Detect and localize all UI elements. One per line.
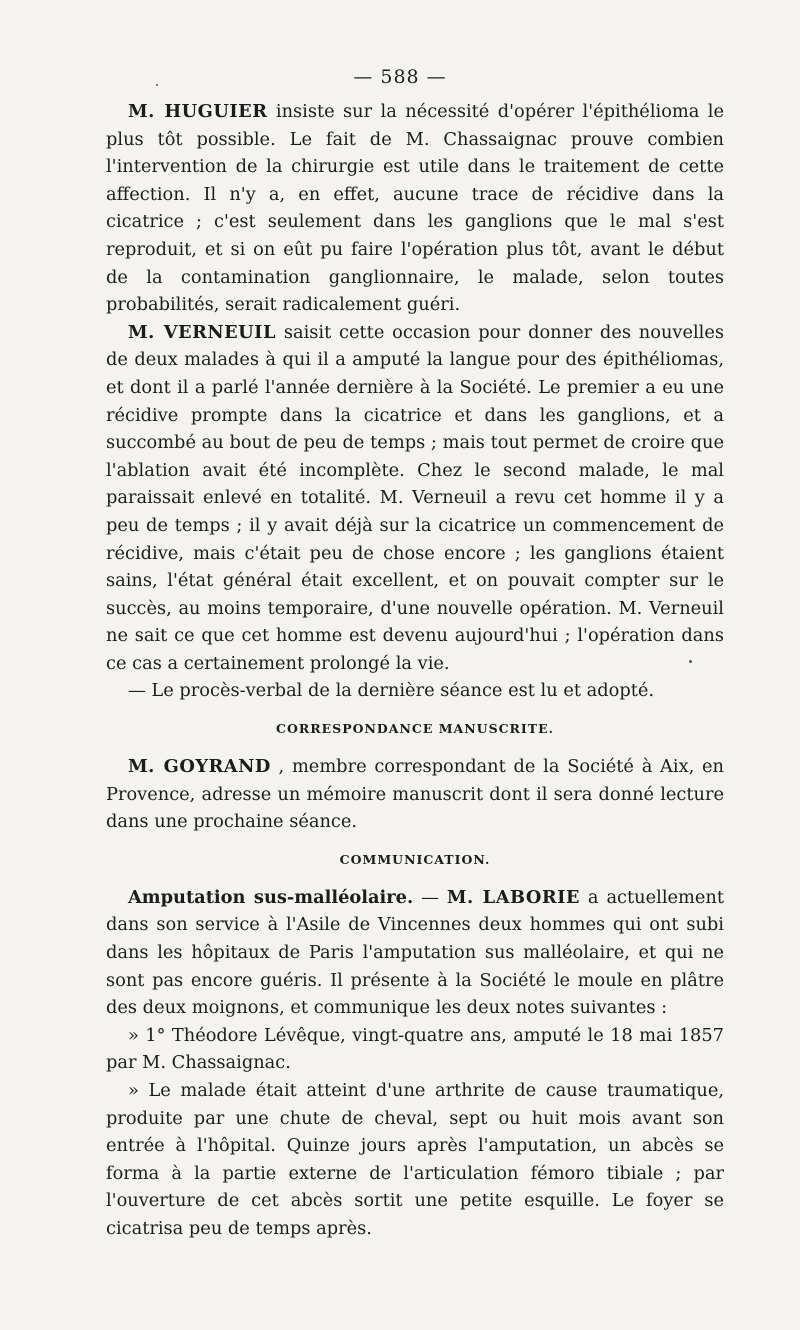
heading-correspondance: CORRESPONDANCE MANUSCRITE.: [276, 721, 554, 737]
runin-dash: —: [413, 886, 447, 908]
print-speck: [156, 84, 158, 86]
speaker-goyrand: M. GOYRAND: [128, 756, 271, 778]
heading-communication: COMMUNICATION.: [339, 851, 491, 867]
paragraph-minutes: — Le procès-verbal de la dernière séance est lu et adopté.: [128, 680, 655, 702]
runin-title-amputation: Amputation sus-malléolaire.: [128, 886, 414, 908]
page-number: — 588 —: [353, 66, 447, 88]
paragraph-huguier-text: insiste sur la nécessité d'opérer l'épithélioma le plus tôt possible. Le fait de M. Chassaignac prouve combien l'intervention de la chirurgie est utile dans le traitement de cette affection. Il n'y a, en effet, aucune trace de récidive dans la cicatrice ; c'est seulement dans les ganglions que le mal s'est reproduit, et si on eût pu faire l'opération plus tôt, avant le début de la contamination ganglionnaire, le malade, selon toutes probabilités, serait radicalement guéri.: [106, 101, 724, 316]
speaker-huguier: M. HUGUIER: [128, 101, 268, 122]
paragraph-goyrand: [106, 753, 724, 836]
paragraph-goyrand-text: , membre correspondant de la Société à Aix, en Provence, adresse un mémoire manuscrit dont il sera donné lecture dans une prochaine séance.: [106, 756, 724, 833]
paragraph-verneuil: [106, 319, 724, 678]
paragraph-laborie-text: a actuellement dans son service à l'Asile de Vincennes deux hommes qui ont subi dans les hôpitaux de Paris l'amputation sus malléolaire, et qui ne sont pas encore guéris. Il présente à la Société le moule en plâtre des deux moignons, et communique les deux notes suivantes :: [106, 886, 725, 1019]
paragraph-laborie: [106, 884, 724, 1022]
page-body: [106, 98, 724, 1243]
print-speck: [689, 660, 692, 663]
paragraph-note-2: » Le malade était atteint d'une arthrite de cause traumatique, produite par une chute de cheval, sept ou huit mois avant son entrée à l'hôpital. Quinze jours après l'amputation, un abcès se forma à la partie externe de l'articulation fémoro tibiale ; par l'ouverture de cet abcès sortit une petite esquille. Le foyer se cicatrisa peu de temps après.: [106, 1080, 724, 1239]
paragraph-huguier: [106, 98, 724, 319]
paragraph-verneuil-text: saisit cette occasion pour donner des nouvelles de deux malades à qui il a amputé la langue pour des épithéliomas, et dont il a parlé l'année dernière à la Société. Le premier a eu une récidive prompte dans la cicatrice et dans les ganglions, et a succombé au bout de peu de temps ; mais tout permet de croire que l'ablation avait été incomplète. Chez le second malade, le mal paraissait enlevé en totalité. M. Verneuil a revu cet homme il y a peu de temps ; il y avait déjà sur la cicatrice un commencement de récidive, mais c'était peu de chose encore ; les ganglions étaient sains, l'état général était excellent, et on pouvait compter sur le succès, au moins temporaire, d'une nouvelle opération. M. Verneuil ne sait ce que cet homme est devenu aujourd'hui ; l'opération dans ce cas a certainement prolongé la vie.: [106, 321, 724, 674]
speaker-laborie: M. LABORIE: [446, 886, 580, 908]
speaker-verneuil: M. VERNEUIL: [128, 321, 277, 343]
paragraph-note-1: » 1° Théodore Lévêque, vingt-quatre ans, amputé le 18 mai 1857 par M. Chassaignac.: [106, 1024, 724, 1074]
